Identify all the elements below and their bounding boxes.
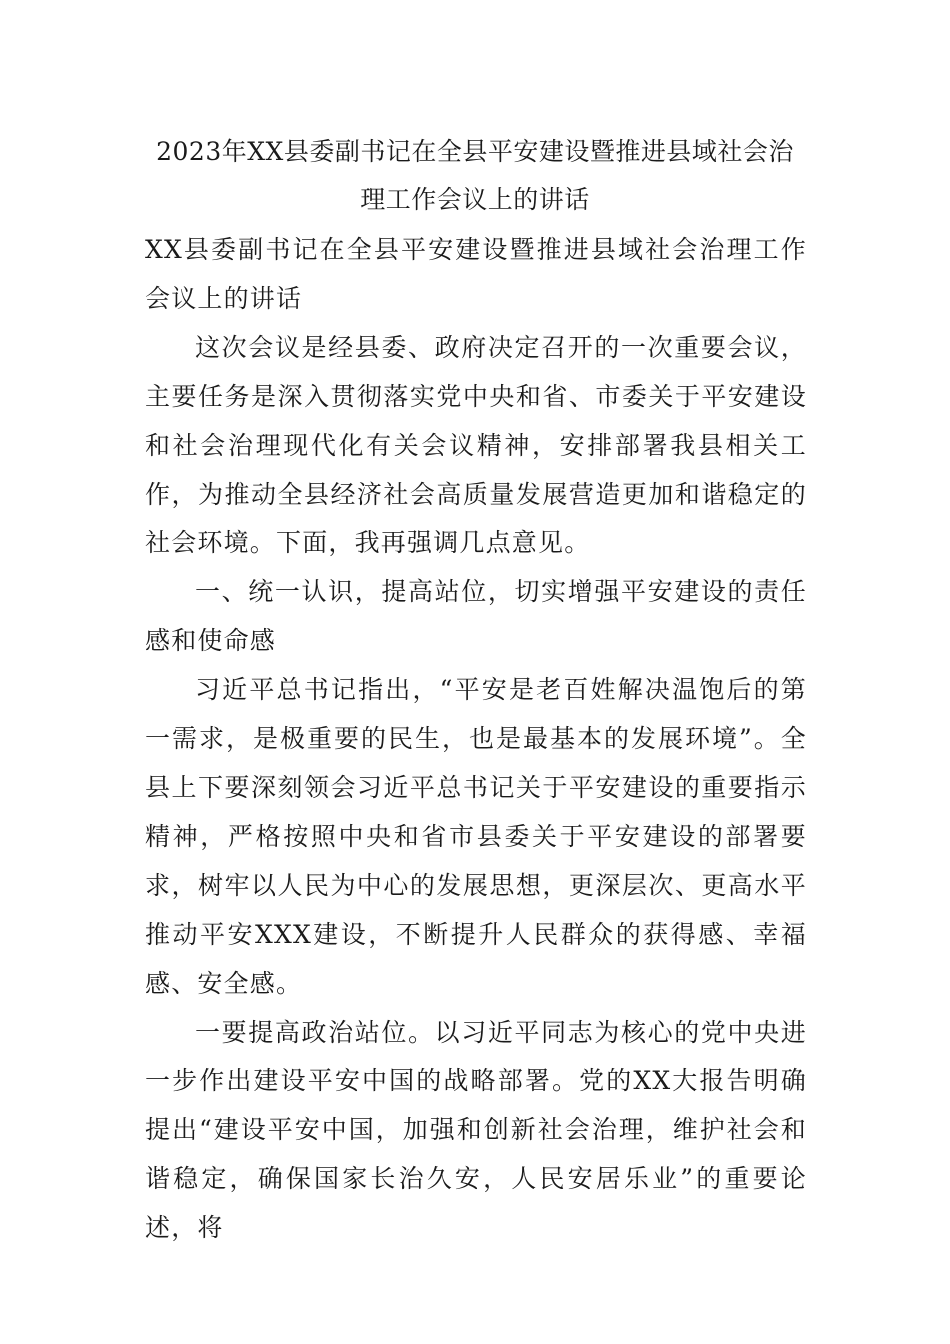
section-heading-one: 一、统一认识，提高站位，切实增强平安建设的责任感和使命感: [145, 577, 807, 656]
document-title: 2023年XX县委副书记在全县平安建设暨推进县域社会治理工作会议上的讲话: [156, 137, 794, 214]
paragraph-intro: 这次会议是经县委、政府决定召开的一次重要会议，主要任务是深入贯彻落实党中央和省、市委关于平安建设和社会治理现代化有关会议精神，安排部署我县相关工作，为推动全县经济社会高质量发展营造更加和谐稳定的社会环境。下面，我再强调几点意见。: [145, 332, 807, 558]
paragraph-quote: 习近平总书记指出，“平安是老百姓解决温饱后的第一需求，是极重要的民生，也是最基本的发展环境”。全县上下要深刻领会习近平总书记关于平安建设的重要指示精神，严格按照中央和省市县委关于平安建设的部署要求，树牢以人民为中心的发展思想，更深层次、更高水平推动平安XXX建设，不断提升人民群众的获得感、幸福感、安全感。: [145, 675, 807, 998]
document-body: [145, 226, 807, 1253]
speech-heading: XX县委副书记在全县平安建设暨推进县域社会治理工作会议上的讲话: [145, 235, 807, 313]
paragraph-political-standing: 一要提高政治站位。以习近平同志为核心的党中央进一步作出建设平安中国的战略部署。党的XX大报告明确提出“建设平安中国，加强和创新社会治理，维护社会和谐稳定，确保国家长治久安，人民安居乐业”的重要论述，将: [145, 1017, 807, 1243]
